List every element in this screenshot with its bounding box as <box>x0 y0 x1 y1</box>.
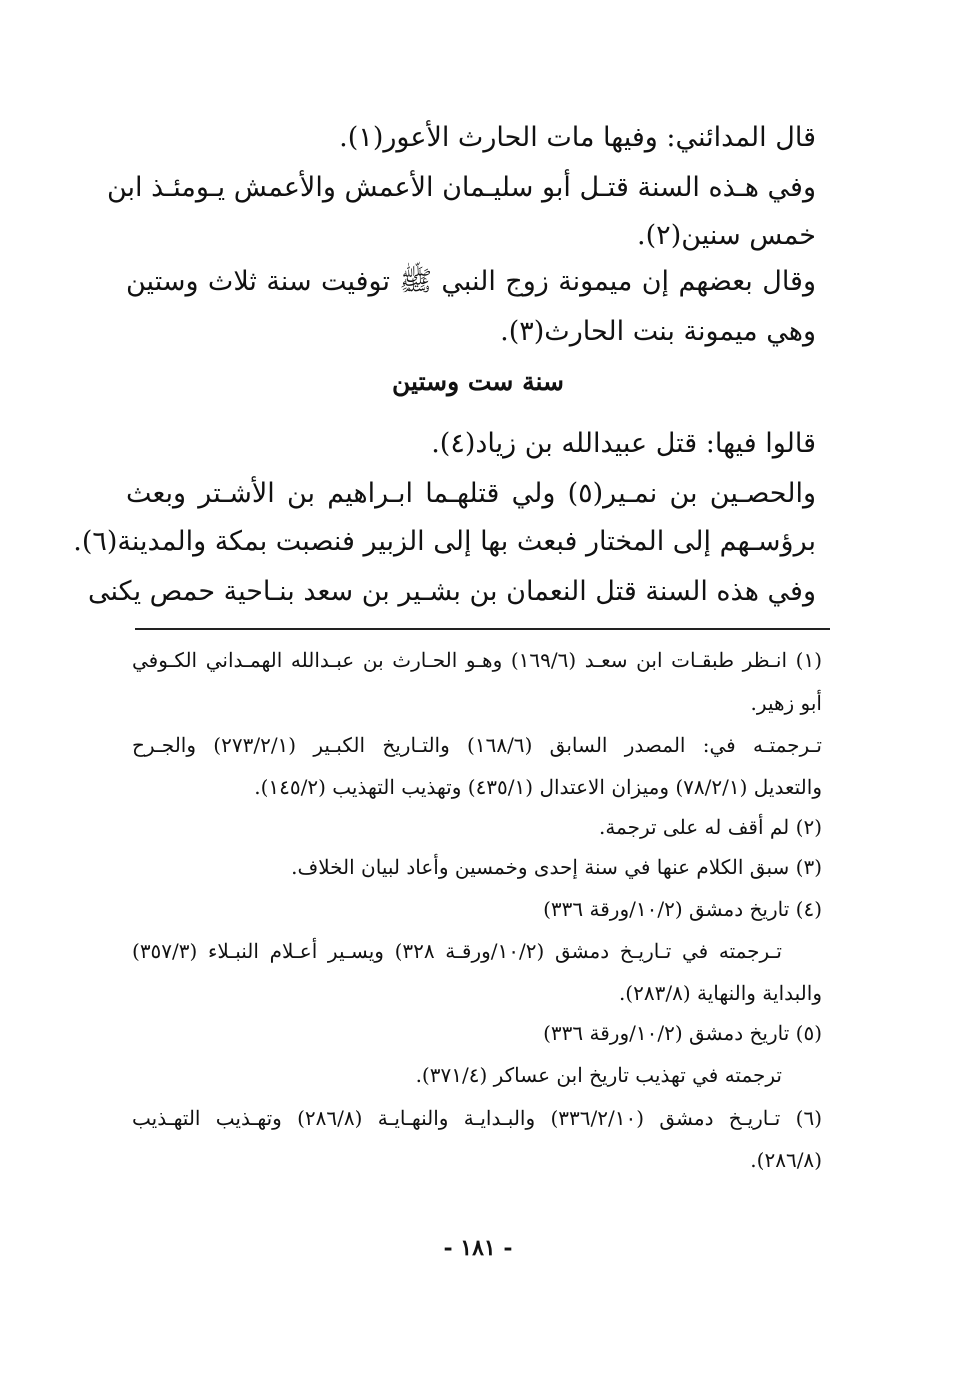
main-text-line: خمس سنين(٢). <box>637 220 816 251</box>
footnote-line: (١) انـظر طبقـات ابن سعـد (١٦٩/٦) وهـو الحـارث بن عبـدالله الهمـداني الكـوفي <box>132 648 822 672</box>
footnote-line: (٢) لم أقف له على ترجمة. <box>598 815 822 839</box>
footnote-line: والتعديل (٧٨/٢/١) وميزان الاعتدال (٤٣٥/١) وتهذيب التهذيب (١٤٥/٢). <box>254 775 822 799</box>
main-text-line: وهي ميمونة بنت الحارث(٣). <box>500 316 816 347</box>
section-heading: سنة ست وستين <box>392 367 564 396</box>
footnote-line: تـرجمتـه في: المصدر السابق (١٦٨/٦) والتـاريخ الكبـير (٢٧٣/٢/١) والجـرح <box>132 733 822 757</box>
main-text-line: وقال بعضهم إن ميمونة زوج النبي ﷺ توفيت سنة ثلاث وستين <box>126 266 816 297</box>
footnote-line: تـرجمته في تـاريـخ دمشق (١٠/٢/ورقـة ٣٢٨) ويسـير أعـلام النبـلاء (٣٥٧/٣) <box>132 939 782 963</box>
main-text-line: قال المدائني: وفيها مات الحارث الأعور(١). <box>339 122 816 153</box>
footnote-line: والبداية والنهاية (٢٨٣/٨). <box>618 981 822 1005</box>
main-text-line: قالوا فيها: قتل عبيدالله بن زياد(٤). <box>431 428 816 459</box>
footnote-line: (٦) تـاريـخ دمشق (٣٣٦/٢/١٠) والبـدايـة والنهـايـة (٢٨٦/٨) وتهـذيب التهـذيب <box>132 1106 822 1130</box>
footnote-separator <box>135 628 830 630</box>
footnote-line: (٣) سبق الكلام عنها في سنة إحدى وخمسين وأعاد لبيان الخلاف. <box>291 855 822 879</box>
main-text-line: والحصـين بن نمـير(٥) ولي قتلهـما ابـراهيم بن الأشـتر وبعث <box>126 478 816 509</box>
footnote-line: (٤) تاريخ دمشق (١٠/٢/ورقة ٣٣٦) <box>543 897 822 921</box>
page-number: - ١٨١ - <box>443 1235 513 1261</box>
footnote-line: ترجمته في تهذيب تاريخ ابن عساكر (٣٧١/٤). <box>415 1063 782 1087</box>
footnote-line: (٢٨٦/٨). <box>750 1148 822 1172</box>
footnote-line: (٥) تاريخ دمشق (١٠/٢/ورقة ٣٣٦) <box>543 1021 822 1045</box>
main-text-line: برؤسـهم إلى المختار فبعث بها إلى الزبير فنصبت بمكة والمدينة(٦). <box>73 526 816 557</box>
footnote-line: أبو زهير. <box>750 691 822 715</box>
main-text-line: وفي هـذه السنة قتـل أبو سليـمان الأعمش والأعمش يـومئـذ ابن <box>106 172 816 203</box>
main-text-line: وفي هذه السنة قتل النعمان بن بشـير بن سعد بنـاحية حمص يكنى <box>88 576 816 607</box>
